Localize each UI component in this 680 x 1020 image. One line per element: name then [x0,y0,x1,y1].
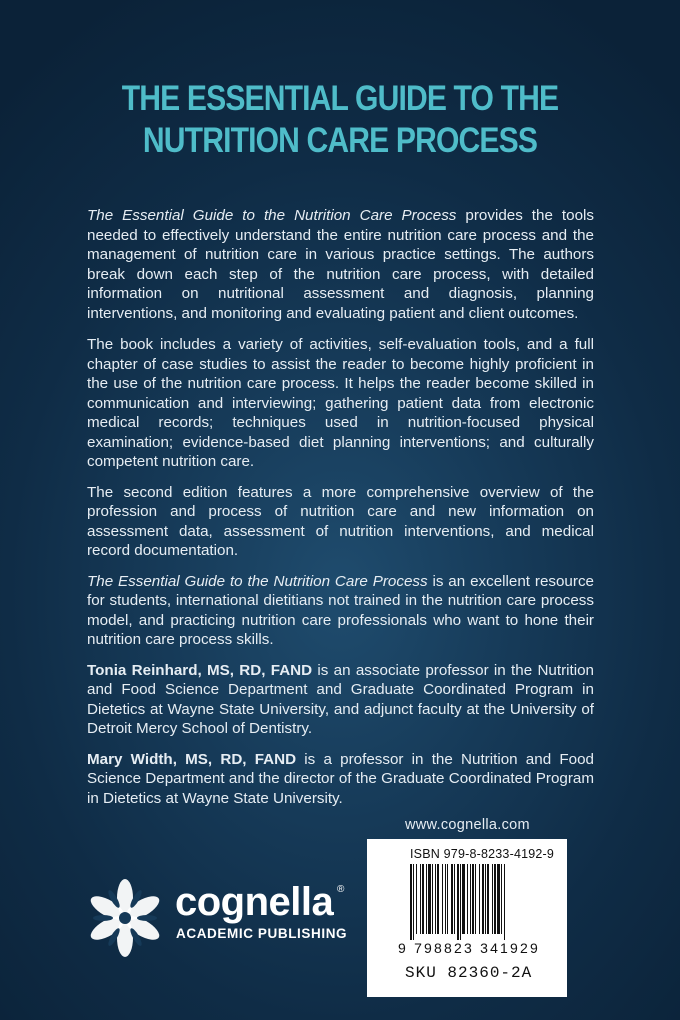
author-bio-2 [87,750,594,809]
barcode-bars [410,864,538,940]
barcode-bar [451,864,453,934]
barcode-bar [472,864,474,934]
barcode-bar [428,864,431,934]
book-description [87,206,594,819]
barcode-bar [413,864,414,940]
barcode-bar [485,864,486,934]
barcode-bar [442,864,443,934]
barcode-bar [497,864,500,934]
author-bio-text: is an associate professor in the Nutrition and Food Science Department and Graduate Coordinated Program in Dietetics at Wayne State University, and adjunct faculty at the University of Detroit Mercy School of Dentistry. [87,661,595,737]
barcode-bar [454,864,455,934]
barcode-bar [422,864,424,934]
barcode-bar [470,864,471,934]
description-text: is an excellent resource for students, international dietitians not trained in the nutrition care process model, and practicing nutrition care professionals who want to hone their nutrition care process skills. [87,572,594,648]
book-title-italic: The Essential Guide to the Nutrition Care Process [87,207,457,224]
author-bio-1 [87,661,594,739]
barcode-bar [462,864,465,934]
publisher-subtitle: ACADEMIC PUBLISHING [176,926,348,941]
description-paragraph-3: The second edition features a more comprehensive overview of the profession and process of nutrition care and new information on assessment data, assessment of nutrition interventions, and medical record documentation. [87,483,594,559]
barcode-bar [457,864,459,940]
barcode-bar [437,864,439,934]
registered-mark: ® [337,884,345,895]
barcode-bar [492,864,493,934]
publisher-name: cognella [175,880,334,924]
book-title-italic: The Essential Guide to the Nutrition Care Process [87,572,428,590]
barcode-bar [494,864,496,934]
barcode-bar [420,864,421,934]
book-title [48,78,633,162]
author-name: Tonia Reinhard, MS, RD, FAND [87,661,313,679]
publisher-url: www.cognella.com [405,817,530,833]
ean-digits: 9 798823 341929 [398,940,540,956]
barcode-bar [410,864,412,940]
title-line-2: NUTRITION CARE PROCESS [142,121,538,160]
cognella-star-logo-icon [84,877,166,959]
barcode-bar [501,864,502,934]
description-paragraph-1 [87,206,594,323]
barcode-bar [426,864,427,934]
isbn-label: ISBN 979-8-8233-4192-9 [410,847,555,861]
barcode-bar [504,864,505,940]
barcode-bar [487,864,489,934]
barcode-bar [432,864,433,934]
author-name: Mary Width, MS, RD, FAND [87,750,297,768]
barcode-bar [479,864,480,934]
author-bio-text: is a professor in the Nutrition and Food Science Department and the director of the Graduate Coordinated Program in Dietetics at Wayne State University. [87,750,594,807]
barcode-bar [435,864,436,934]
barcode-bar [460,864,461,940]
barcode-bar [445,864,446,934]
barcode-bar [447,864,448,934]
barcode-bar [475,864,476,934]
barcode-bar [467,864,468,934]
description-text: provides the tools needed to effectively understand the entire nutrition care process and the management of nutrition care in various practice settings. The authors break down each step of the nutrition care process, with detailed information on nutritional assessment and diagnosis, planning interventions, and monitoring and evaluating patient and client outcomes. [87,207,594,322]
title-line-1: THE ESSENTIAL GUIDE TO THE [121,79,559,118]
barcode-bar [416,864,417,934]
description-paragraph-4 [87,572,594,650]
description-paragraph-2: The book includes a variety of activities, self-evaluation tools, and a full chapter of case studies to assist the reader to become highly proficient in the use of the nutrition care process. It helps the reader become skilled in communication and interviewing; gathering patient data from electronic medical records; techniques used in nutrition-focused physical examination; evidence-based diet planning interventions; and culturally competent nutrition care. [87,336,594,470]
sku-code: SKU 82360-2A [405,964,533,982]
barcode-bar [482,864,484,934]
